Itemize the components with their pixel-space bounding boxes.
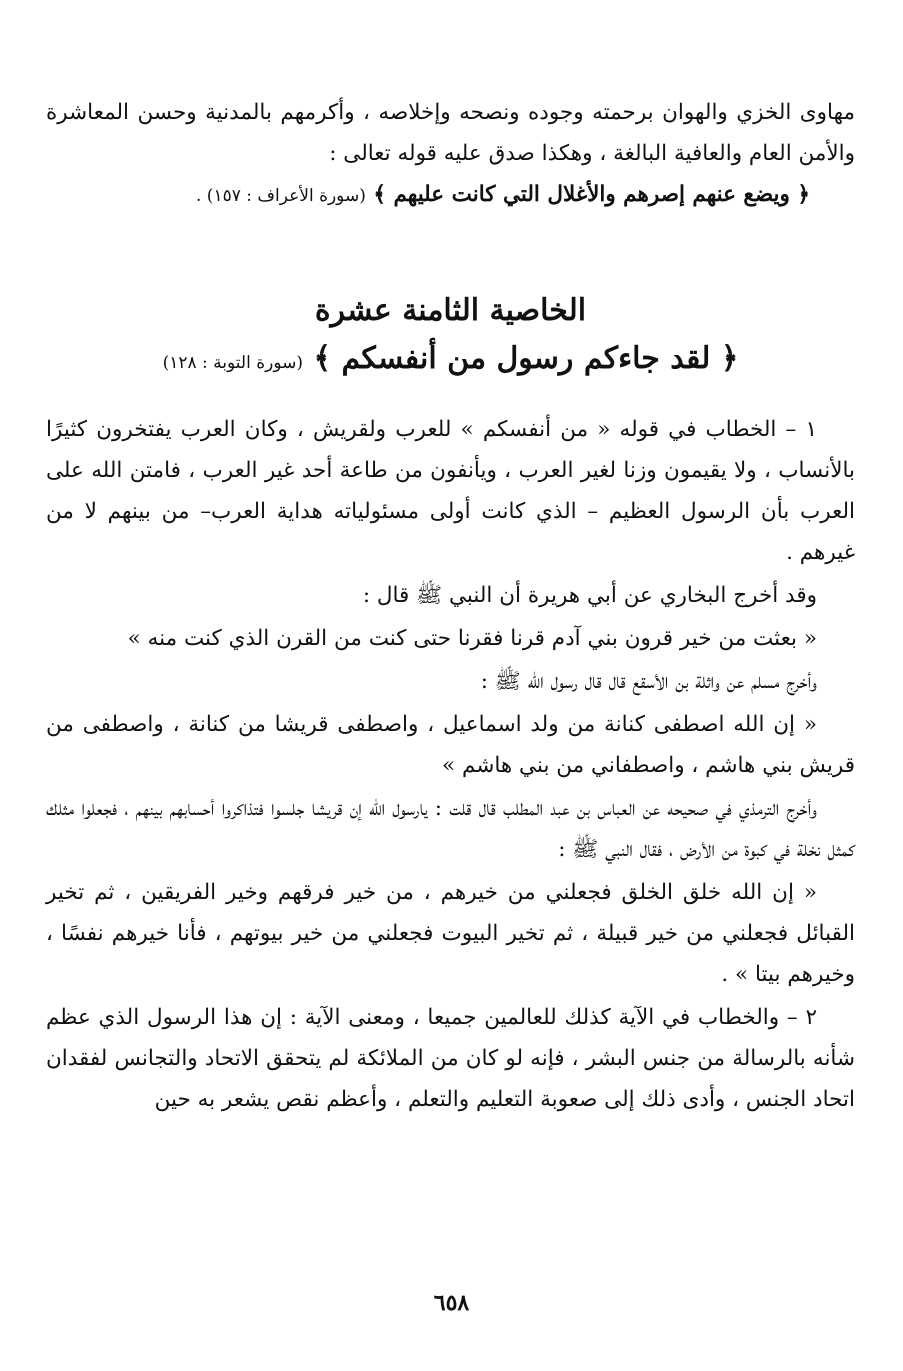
hadith-quote-2: « إن الله اصطفى كنانة من ولد اسماعيل ، واصطفى قريشا من كنانة ، واصطفى من قريش بني هاشم ، واصطفاني من بني هاشم »	[46, 712, 855, 778]
quran-verse-araf	[46, 174, 855, 217]
section-title: الخاصية الثامنة عشرة	[314, 293, 587, 328]
verse-text: ويضع عنهم إصرهم والأغلال التي كانت عليهم	[393, 182, 790, 207]
paragraph-tirmidhi: وأخرج الترمذي في صحيحه عن العباس بن عبد المطلب قال قلت : يارسول الله إن قريشا جلسوا فتذاكروا أحسابهم بينهم ، فجعلوا مثلك كمثل نخلة في كبوة من الأرض ، فقال النبي ﷺ :	[46, 796, 855, 862]
ornate-bracket-open: ﴿	[720, 341, 739, 376]
ornate-bracket-open: ﴿	[797, 182, 810, 207]
verse-reference: (سورة الأعراف : ١٥٧) .	[195, 186, 366, 206]
paragraph-bukhari: وقد أخرج البخاري عن أبي هريرة أن النبي ﷺ قال :	[362, 583, 817, 608]
section-verse-heading	[46, 333, 855, 389]
paragraph-2: ٢ – والخطاب في الآية كذلك للعالمين جميعا ، ومعنى الآية : إن هذا الرسول الذي عظم شأنه بالرسالة من جنس البشر ، فإنه لو كان من الملائكة لم يتحقق الاتحاد والتجانس لفقدان اتحاد الجنس ، وأدى ذلك إلى صعوبة التعليم والتعلم ، وأعظم نقص يشعر به حين	[46, 1005, 855, 1112]
heading-verse-reference: (سورة التوبة : ١٢٨)	[162, 353, 304, 373]
paragraph-1: ١ – الخطاب في قوله « من أنفسكم » للعرب ولقريش ، وكان العرب يفتخرون كثيرًا بالأنساب ، ولا يقيمون وزنا لغير العرب ، ويأنفون من طاعة أحد غير العرب ، فامتن الله على العرب بأن الرسول العظيم – الذي كانت أولى مسئولياته هداية العرب– من بينهم لا من غيرهم .	[46, 417, 855, 565]
intro-paragraph: مهاوى الخزي والهوان برحمته وجوده ونصحه وإخلاصه ، وأكرمهم بالمدنية وحسن المعاشرة والأمن العام والعافية البالغة ، وهكذا صدق عليه قوله تعالى :	[46, 100, 855, 166]
page-number: ٦٥٨	[433, 1290, 470, 1316]
ornate-bracket-close: ﴾	[373, 182, 386, 207]
hadith-quote-3: « إن الله خلق الخلق فجعلني من خيرهم ، من خير فرقهم وخير الفريقين ، ثم تخير القبائل فجعلني من خير قبيلة ، ثم تخير البيوت فجعلني من خير بيوتهم ، فأنا خيرهم نفسًا ، وخيرهم بيتا » .	[46, 880, 855, 987]
paragraph-muslim: وأخرج مسلم عن واثلة بن الأسقع قال قال رسول الله ﷺ :	[480, 669, 817, 694]
hadith-quote-1: « بعثت من خير قرون بني آدم قرنا فقرنا حتى كنت من القرن الذي كنت منه »	[127, 626, 817, 651]
ornate-bracket-close: ﴾	[313, 341, 332, 376]
heading-verse-text: لقد جاءكم رسول من أنفسكم	[341, 341, 711, 376]
